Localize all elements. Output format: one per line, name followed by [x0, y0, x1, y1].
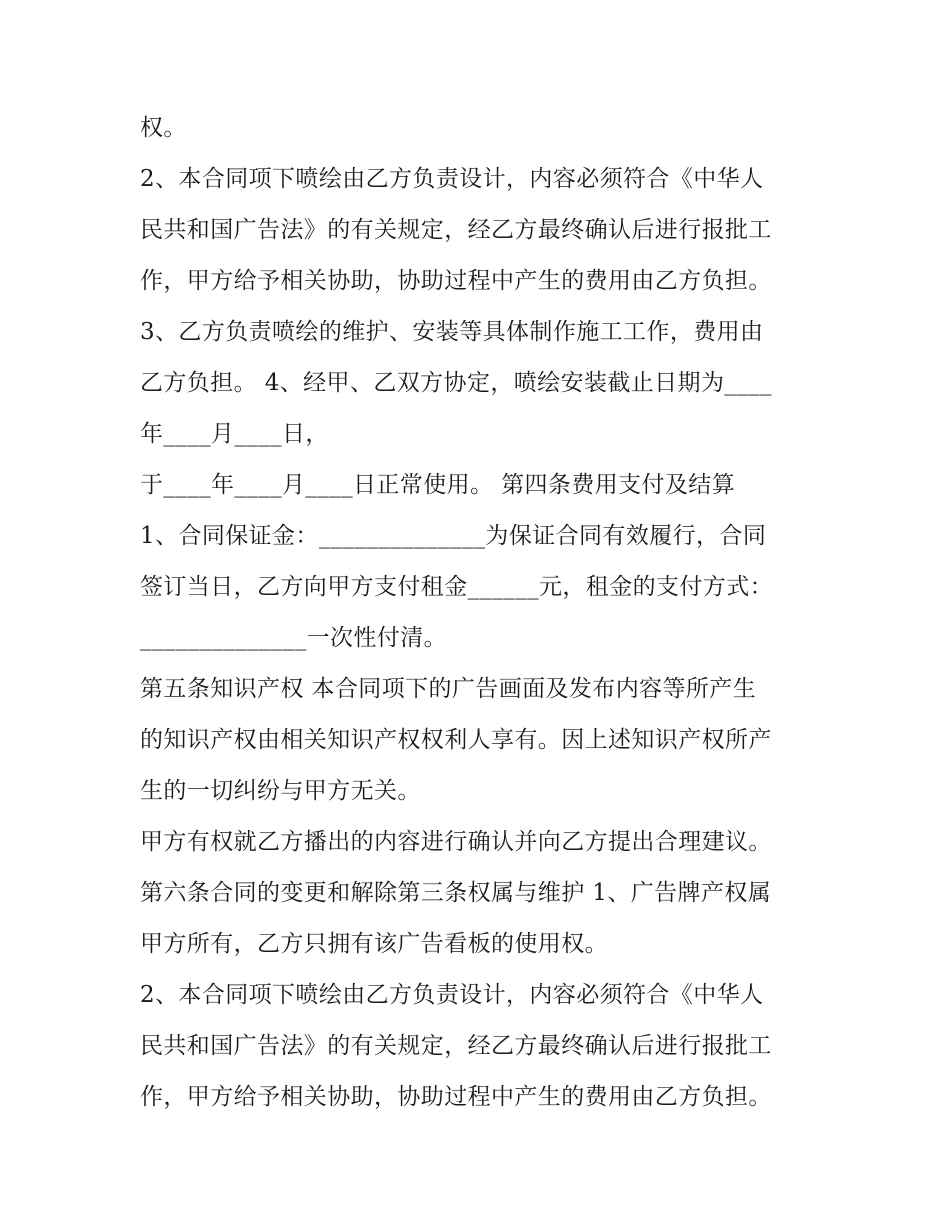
text-line: 3、乙方负责喷绘的维护、安装等具体制作施工工作，费用由 [140, 319, 764, 345]
text-line: 生的一切纠纷与甲方无关。 [140, 778, 421, 804]
text-line: 权。 [140, 115, 187, 141]
text-line: 2、本合同项下喷绘由乙方负责设计，内容必须符合《中华人 [140, 166, 764, 192]
text-line: 民共和国广告法》的有关规定，经乙方最终确认后进行报批工 [140, 1033, 772, 1059]
text-line: 签订当日，乙方向甲方支付租金______元，租金的支付方式： [140, 574, 773, 600]
text-line: 第六条合同的变更和解除第三条权属与维护 1、广告牌产权属 [140, 880, 772, 906]
text-line: 2、本合同项下喷绘由乙方负责设计，内容必须符合《中华人 [140, 982, 764, 1008]
text-line: 第五条知识产权 本合同项下的广告画面及发布内容等所产生 [140, 676, 757, 702]
text-line: 1、合同保证金：______________为保证合同有效履行，合同 [140, 523, 767, 549]
text-line: ______________一次性付清。 [140, 625, 447, 651]
text-line: 甲方有权就乙方播出的内容进行确认并向乙方提出合理建议。 [140, 829, 772, 855]
document-body [140, 103, 830, 1123]
text-line: 甲方所有，乙方只拥有该广告看板的使用权。 [140, 931, 608, 957]
text-line: 年____月____日， [140, 421, 329, 447]
text-line: 的知识产权由相关知识产权权利人享有。因上述知识产权所产 [140, 727, 772, 753]
text-line: 乙方负担。 4、经甲、乙双方协定，喷绘安装截止日期为____ [140, 370, 772, 396]
text-line: 于____年____月____日正常使用。 第四条费用支付及结算 [140, 472, 736, 498]
text-line: 作，甲方给予相关协助，协助过程中产生的费用由乙方负担。 [140, 268, 772, 294]
text-line: 民共和国广告法》的有关规定，经乙方最终确认后进行报批工 [140, 217, 772, 243]
text-line: 作，甲方给予相关协助，协助过程中产生的费用由乙方负担。 [140, 1084, 772, 1110]
